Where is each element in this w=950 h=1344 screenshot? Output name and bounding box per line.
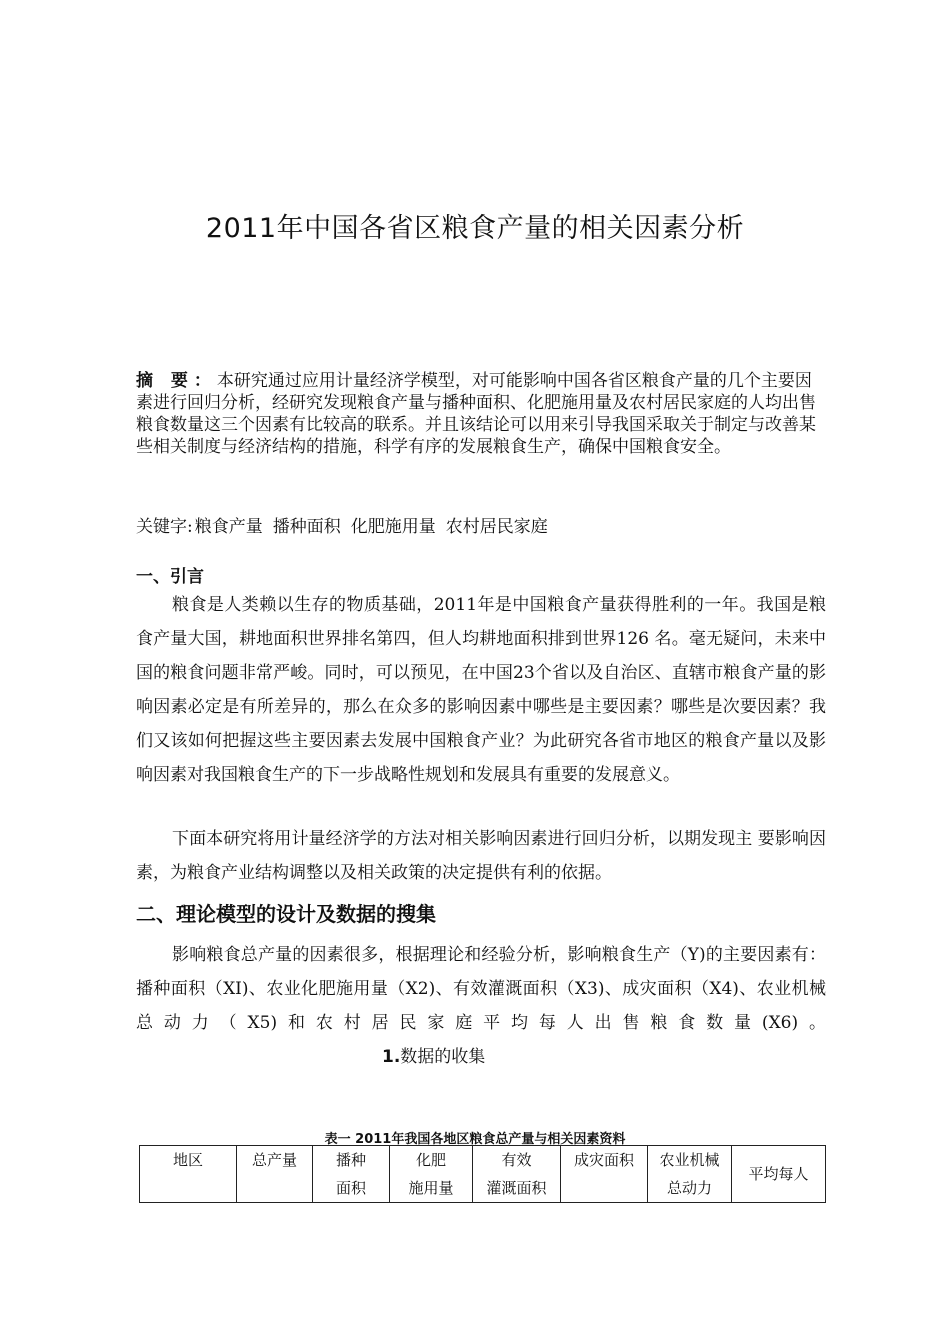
intro-paragraph-2: 下面本研究将用计量经济学的方法对相关影响因素进行回归分析，以期发现主 要影响因素，为粮食产业结构调整以及相关政策的决定提供有利的依据。 <box>136 829 826 883</box>
header-cell: 有效 灌溉面积 <box>473 1146 561 1203</box>
subsection-title: 数据的收集 <box>400 1047 486 1067</box>
abstract <box>136 370 826 458</box>
keyword: 化肥施用量 <box>350 517 436 537</box>
abstract-text: 本研究通过应用计量经济学模型，对可能影响中国各省区粮食产量的几个主要因素进行回归分析，经研究发现粮食产量与播种面积、化肥施用量及农村居民家庭的人均出售粮食数量这三个因素有比较高的联系。并且该结论可以用来引导我国采取关于制定与改善某些相关制度与经济结构的措施，科学有序的发展粮食生产，确保中国粮食安全。 <box>136 371 816 457</box>
header-cell: 总产量 <box>237 1146 313 1203</box>
header-cell: 平均每人 <box>732 1146 826 1203</box>
header-cell: 农业机械 总动力 <box>648 1146 732 1203</box>
keywords-label: 关键字: <box>136 517 193 537</box>
subsection-number: 1. <box>382 1047 401 1067</box>
header-cell: 地区 <box>140 1146 237 1203</box>
section-heading: 一、引言 <box>136 567 204 587</box>
header-cell: 播种 面积 <box>313 1146 390 1203</box>
header-cell: 成灾面积 <box>561 1146 648 1203</box>
table-header-row <box>140 1146 826 1203</box>
intro-paragraph: 粮食是人类赖以生存的物质基础，2011年是中国粮食产量获得胜利的一年。我国是粮食产量大国，耕地面积世界排名第四，但人均耕地面积排到世界126 名。毫无疑问，未来中国的粮食问题非常严峻。同时，可以预见，在中国23个省以及自治区、直辖市粮食产量的影响因素必定是有所差异的，那么在众多的影响因素中哪些是主要因素？哪些是次要因素？我们又该如何把握这些主要因素去发展中国粮食产业？为此研究各省市地区的粮食产量以及影响因素对我国粮食生产的下一步战略性规划和发展具有重要的发展意义。 <box>136 595 826 785</box>
model-paragraph-text: 影响粮食总产量的因素很多，根据理论和经验分析，影响粮食生产（Y)的主要因素有：播种面积（XI)、农业化肥施用量（X2)、有效灌溉面积（X3)、成灾面积（X4)、农业机械总动力（X5)和农村居民家庭平均每人出售粮食数量(X6)。 <box>136 945 826 1033</box>
subsection-heading <box>346 1040 485 1074</box>
data-table <box>139 1145 826 1203</box>
keywords <box>136 512 558 537</box>
model-paragraph <box>136 938 826 1074</box>
paper-title: 2011年中国各省区粮食产量的相关因素分析 <box>205 213 745 244</box>
table-caption: 表一 2011年我国各地区粮食总产量与相关因素资料 <box>324 1132 626 1147</box>
section-heading-2: 二、理论模型的设计及数据的搜集 <box>136 902 436 926</box>
keyword: 播种面积 <box>272 517 341 537</box>
header-cell: 化肥 施用量 <box>390 1146 473 1203</box>
abstract-label: 摘 要： <box>136 371 217 391</box>
keyword: 农村居民家庭 <box>445 517 548 537</box>
keyword: 粮食产量 <box>194 517 263 537</box>
